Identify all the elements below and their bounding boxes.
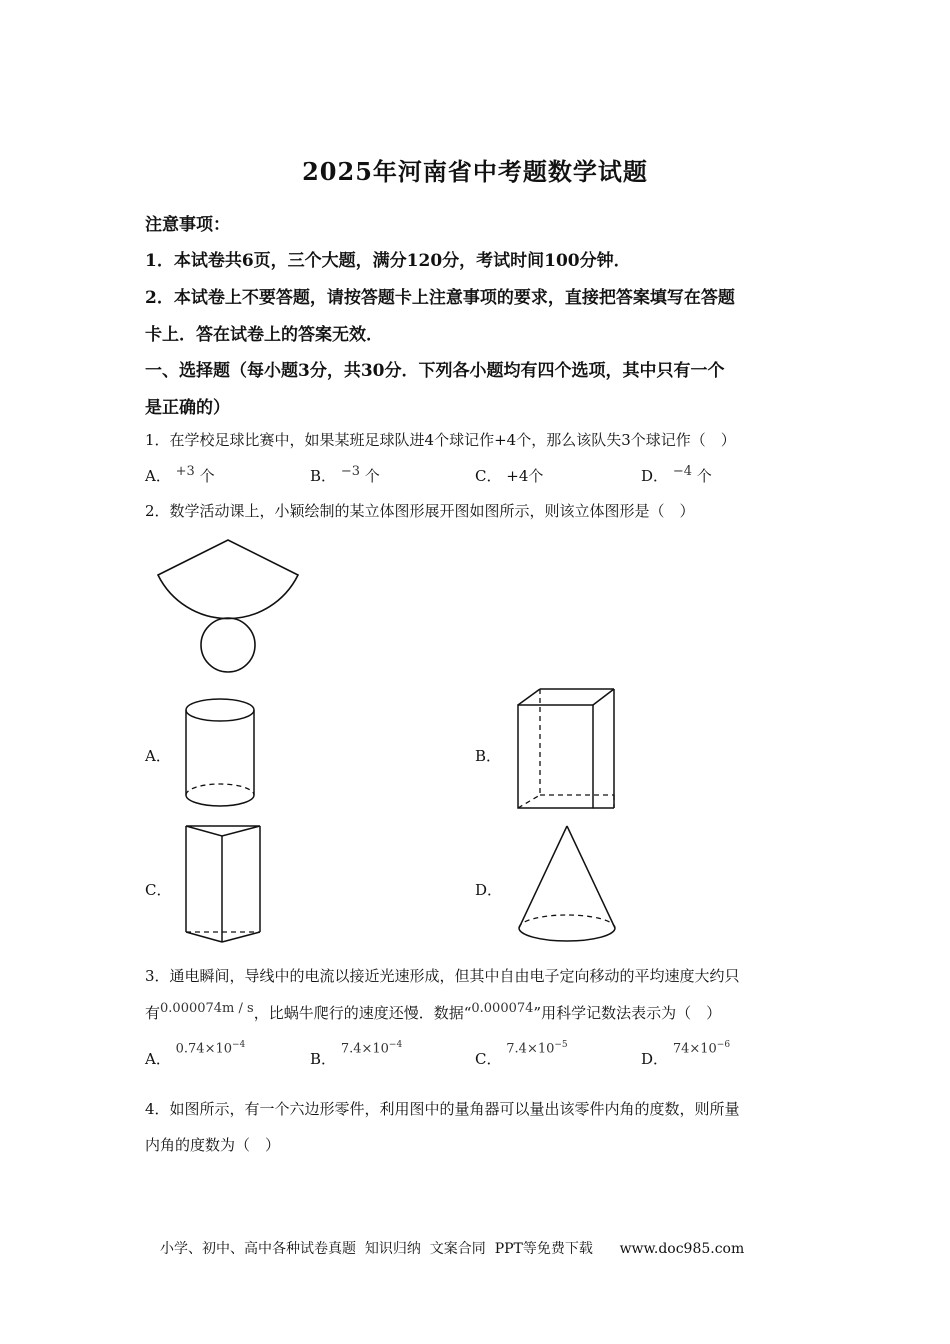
question-1-option-b — [310, 465, 380, 486]
section-heading-a: 一、选择题（每小题3分，共30分．下列各小题均有四个选项，其中只有一个 — [145, 361, 725, 381]
option-b-label: B． — [310, 467, 337, 485]
option-b-math — [341, 1040, 402, 1056]
section-heading-b: 是正确的） — [145, 398, 230, 418]
notice-line-2b: 卡上．答在试卷上的答案无效． — [145, 325, 383, 345]
option-b-unit: 个 — [364, 467, 380, 485]
question-3-option-d — [641, 1039, 731, 1069]
question-1-option-c — [475, 465, 543, 486]
question-3-text-a: 3．通电瞬间，导线中的电流以接近光速形成，但其中自由电子定向移动的平均速度大约只 — [145, 967, 740, 985]
question-3-option-a — [145, 1039, 246, 1069]
question-2-option-a-label: A． — [145, 747, 171, 765]
option-b-exp: −4 — [388, 1039, 403, 1050]
question-2-option-c-label: C． — [145, 881, 172, 899]
option-d-math: −4 — [672, 464, 692, 479]
cylinder-figure — [180, 695, 260, 810]
question-1-text: 1．在学校足球比赛中，如果某班足球队进4个球记作+4个，那么该队失3个球记作（ ） — [145, 431, 736, 449]
notice-heading: 注意事项： — [145, 215, 230, 235]
net-figure — [150, 535, 310, 675]
q3-t1: 有 — [145, 1004, 161, 1022]
option-c-label: C． — [475, 1050, 502, 1068]
notice-line-1: 1．本试卷共6页，三个大题，满分120分，考试时间100分钟． — [145, 251, 631, 271]
notice-line-2a: 2．本试卷上不要答题，请按答题卡上注意事项的要求，直接把答案填写在答题 — [145, 288, 735, 308]
option-a-label: A． — [145, 1050, 171, 1068]
option-d-label: D． — [641, 467, 669, 485]
question-1-option-d — [641, 465, 712, 486]
question-3-option-b — [310, 1039, 403, 1069]
option-a-exp: −4 — [232, 1039, 246, 1050]
prism-figure — [180, 820, 270, 950]
option-a-base: 0.74×10 — [175, 1041, 233, 1056]
option-d-label: D． — [641, 1050, 669, 1068]
question-1-option-a — [145, 465, 215, 486]
q3-speed: 0.000074m / s — [160, 1001, 254, 1016]
option-c-exp: −5 — [554, 1039, 568, 1050]
option-b-math: −3 — [340, 464, 360, 479]
page-title: 2025年河南省中考题数学试题 — [302, 157, 648, 186]
question-2-option-b-label: B． — [475, 747, 502, 765]
option-c-math — [506, 1040, 567, 1056]
q3-t2: ，比蜗牛爬行的速度还慢．数据“ — [253, 1004, 472, 1022]
option-c-base: 7.4×10 — [506, 1041, 555, 1056]
option-d-unit: 个 — [696, 467, 712, 485]
question-4-text-b: 内角的度数为（ ） — [145, 1136, 281, 1154]
option-d-base: 74×10 — [672, 1041, 717, 1056]
question-3-option-c — [475, 1039, 568, 1069]
question-2-text: 2．数学活动课上，小颖绘制的某立体图形展开图如图所示，则该立体图形是（ ） — [145, 502, 695, 520]
cone-figure — [513, 820, 623, 950]
option-b-label: B． — [310, 1050, 337, 1068]
option-a-math: +3 — [175, 464, 195, 479]
option-d-math — [673, 1040, 730, 1056]
option-a-unit: 个 — [199, 467, 215, 485]
option-a-label: A． — [145, 467, 171, 485]
cuboid-figure — [510, 685, 620, 815]
q3-number: 0.000074 — [471, 1001, 534, 1016]
question-3-text-b — [145, 1002, 721, 1023]
q3-t3: ”用科学记数法表示为（ ） — [533, 1004, 722, 1022]
option-d-exp: −6 — [716, 1039, 731, 1050]
option-a-math — [176, 1040, 246, 1056]
option-c-label: C． — [475, 467, 502, 485]
option-b-base: 7.4×10 — [340, 1041, 389, 1056]
option-c-text: +4个 — [506, 467, 544, 485]
question-4-text-a: 4．如图所示，有一个六边形零件，利用图中的量角器可以量出该零件内角的度数，则所量 — [145, 1100, 740, 1118]
page-footer: 小学、初中、高中各种试卷真题 知识归纳 文案合同 PPT等免费下载 www.doc985.com — [160, 1241, 745, 1257]
question-2-option-d-label: D． — [475, 881, 503, 899]
